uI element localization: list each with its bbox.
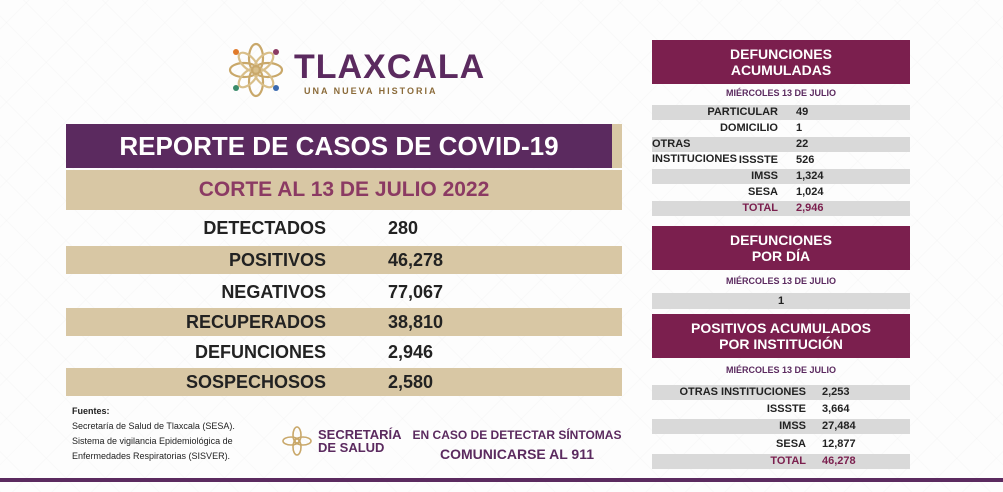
row-label: SESA: [776, 438, 806, 450]
tlaxcala-logo: [228, 42, 486, 102]
secretaria-de-salud-label: [318, 428, 402, 454]
total-value: 46,278: [822, 455, 856, 467]
sources-title: Fuentes:: [72, 406, 110, 416]
secretaria-line1: SECRETARÍA: [318, 427, 402, 442]
report-title: REPORTE DE CASOS DE COVID-19: [66, 124, 612, 168]
stat-row-detectados: [66, 214, 622, 242]
secretaria-line2: DE SALUD: [318, 440, 385, 455]
header-line1: POSITIVOS ACUMULADOS: [691, 320, 871, 336]
secretaria-emblem-icon: [282, 426, 312, 456]
stat-label: DETECTADOS: [203, 218, 326, 238]
positives-institution-header: [652, 314, 910, 358]
row-label: PARTICULAR: [707, 106, 778, 118]
stat-value: 38,810: [388, 312, 444, 332]
total-value: 2,946: [796, 202, 824, 214]
source-line: Enfermedades Respiratorias (SISVER).: [72, 451, 231, 461]
deaths-total-row: [652, 201, 910, 216]
deaths-cumulative-date: MIÉRCOLES 13 DE JULIO: [725, 88, 837, 98]
deaths-daily-date: MIÉRCOLES 13 DE JULIO: [725, 276, 837, 286]
stat-row-positivos: [66, 246, 622, 274]
row-label: IMSS: [751, 170, 778, 182]
total-label: TOTAL: [770, 455, 806, 467]
row-value: 22: [796, 138, 809, 150]
deaths-row: [652, 169, 910, 184]
deaths-row: [652, 105, 910, 120]
deaths-daily-header: [652, 226, 910, 270]
positives-row: [652, 385, 910, 400]
deaths-cumulative-header: [652, 40, 910, 84]
row-label: DOMICILIO: [719, 122, 778, 134]
row-value: 12,877: [822, 438, 856, 450]
deaths-daily-value: 1: [652, 293, 910, 309]
bottom-divider: [0, 478, 1003, 482]
header-line2: POR DÍA: [751, 248, 811, 264]
source-line: Secretaría de Salud de Tlaxcala (SESA).: [72, 421, 235, 431]
stat-label: POSITIVOS: [228, 250, 326, 270]
source-line: Sistema de vigilancia Epidemiológica de: [72, 436, 233, 446]
positives-row: [652, 437, 910, 452]
row-value: 526: [796, 154, 815, 166]
row-label: OTRAS INSTITUCIONES: [679, 386, 806, 398]
stat-label: RECUPERADOS: [185, 312, 326, 332]
row-label: OTRAS INSTITUCIONES: [652, 138, 737, 165]
header-line2: POR INSTITUCIÓN: [719, 336, 843, 352]
stat-row-defunciones: [66, 338, 622, 366]
notice-line1: EN CASO DE DETECTAR SÍNTOMAS: [412, 428, 622, 442]
positives-row: [652, 419, 910, 434]
sources-block: [72, 404, 235, 464]
row-value: 2,253: [822, 386, 850, 398]
title-accent: [612, 124, 622, 168]
report-cutoff-date: CORTE AL 13 DE JULIO 2022: [66, 170, 622, 210]
stat-value: 2,946: [388, 342, 434, 362]
total-label: TOTAL: [742, 202, 778, 214]
positives-institution-date: MIÉRCOLES 13 DE JULIO: [725, 365, 837, 375]
positives-row: [652, 402, 910, 417]
row-label: SESA: [748, 186, 778, 198]
row-label: ISSSTE: [766, 403, 806, 415]
row-value: 27,484: [822, 420, 856, 432]
stat-row-negativos: [66, 278, 622, 306]
stat-label: DEFUNCIONES: [194, 342, 326, 362]
deaths-row: [652, 185, 910, 200]
stat-label: NEGATIVOS: [221, 282, 326, 302]
row-value: 3,664: [822, 403, 850, 415]
header-line1: DEFUNCIONES: [730, 232, 832, 248]
logo-title: TLAXCALA: [294, 48, 486, 86]
stat-row-recuperados: [66, 308, 622, 336]
notice-line2: COMUNICARSE AL 911: [439, 446, 595, 462]
positives-total-row: [652, 454, 910, 469]
row-value: 1,024: [796, 186, 824, 198]
row-value: 1: [796, 122, 803, 134]
deaths-row: [652, 121, 910, 136]
stat-value: 280: [388, 218, 419, 238]
header-line1: DEFUNCIONES: [730, 46, 832, 62]
stat-value: 77,067: [388, 282, 444, 302]
emergency-notice: [412, 428, 622, 462]
header-line2: ACUMULADAS: [730, 62, 832, 78]
stat-label: SOSPECHOSOS: [185, 372, 326, 392]
flower-emblem-icon: [228, 42, 284, 98]
stat-value: 2,580: [388, 372, 434, 392]
row-value: 49: [796, 106, 809, 118]
stat-value: 46,278: [388, 250, 444, 270]
stat-row-sospechosos: [66, 368, 622, 396]
row-label: IMSS: [779, 420, 806, 432]
row-value: 1,324: [796, 170, 824, 182]
row-label: ISSSTE: [738, 154, 778, 166]
logo-subtitle: UNA NUEVA HISTORIA: [304, 86, 438, 96]
deaths-row: [652, 153, 910, 168]
